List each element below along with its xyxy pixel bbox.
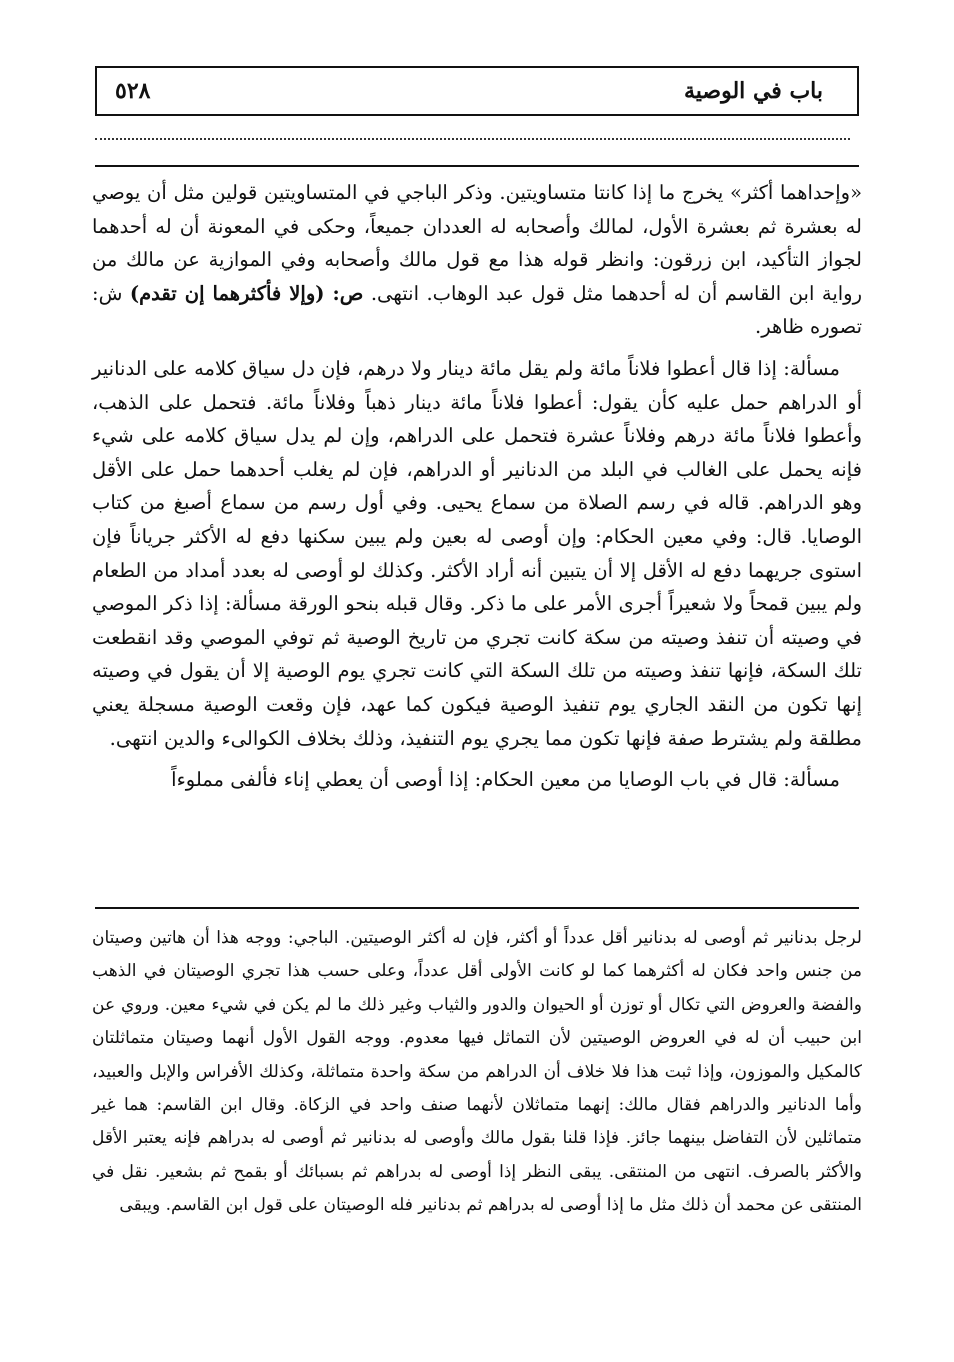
footnote-section [92,922,862,1223]
paragraph-3: مسألة: قال في باب الوصايا من معين الحكام: إذا أوصى أن يعطي إناء فألفى مملوءاً [171,768,840,792]
dotted-divider [95,138,850,140]
paragraph-1 [92,176,862,344]
page-number: ٥٢٨ [115,78,151,104]
chapter-title: باب في الوصية [683,78,823,104]
footnote-separator [95,907,859,909]
running-header [95,66,859,116]
footnote-paragraph: لرجل بدنانير ثم أوصى له بدنانير أقل عدداً أو أكثر، فإن له أكثر الوصيتين. الباجي: ووجه هذا أن هاتين وصيتان من جنس واحد فكان له أكثرهما كما لو كانت الأولى أقل عدداً، وعلى حسب هذا تجري الوصيتان في الذهب والفضة والعروض التي تكال أو توزن أو الحيوان والدور والثياب وغير ذلك ما لم يكن في شيء معين. وروي عن ابن حبيب أن له في العروض الوصيتين لأن التماثل فيها معدوم. ووجه القول الأول أنهما وصيتان متماثلتان كالمكيل والموزون، وإذا ثبت هذا فلا خلاف أن الدراهم من سكة واحدة متماثلة، وكذلك الأفراس والإبل والعبيد، وأما الدنانير والدراهم فقال مالك: إنهما متماثلان لأنهما صنف واحد في الزكاة. وقال ابن القاسم: هما غير متماثلين لأن التفاضل بينهما جائز. فإذا قلنا بقول مالك وأوصى له بدنانير ثم أوصى له بدراهم فإنه يعتبر الأقل والأكثر بالصرف. انتهى من المنتقى. يبقى النظر إذا أوصى له بدراهم ثم بسبائك أو بقمح ثم بشعير. نقل في المنتقى عن محمد أن ذلك مثل ما إذا أوصى له بدراهم ثم بدنانير فله الوصيتان على قول ابن القاسم. ويبقى [92,928,862,1216]
sharh-comment: ش: تصوره ظاهر. [92,281,862,339]
top-rule [95,165,859,167]
main-text [92,176,862,805]
paragraph-2: مسألة: إذا قال أعطوا فلاناً مائة ولم يقل مائة دينار ولا درهم، فإن دل سياق كلامه على الدنانير أو الدراهم حمل عليه كأن يقول: أعطوا فلاناً مائة دينار ذهباً وفلاناً مائة. فتحمل على الذهب، وأعطوا فلاناً مائة درهم وفلاناً عشرة فتحمل على الدراهم، وإن لم يدل سياق كلامه على شيء فإنه يحمل على الغالب في البلد من الدنانير أو الدراهم، فإن لم يغلب أحدهما حمل على الأقل وهو الدراهم. قاله في رسم الصلاة من سماع يحيى. وفي أول رسم من سماع أصبغ من كتاب الوصايا. قال: وفي معين الحكام: وإن أوصى له بعين ولم يبين سكنها دفع له الأكثر جرياناً فإن استوى جريهما دفع له الأقل إلا أن يتبين أنه أراد الأكثر. وكذلك لو أوصى له بعدد أمداد من الطعام ولم يبين قمحاً ولا شعيراً أجرى الأمر على ما ذكر. وقال قبله بنحو الورقة مسألة: إذا ذكر الموصي في وصيته أن تنفذ وصيته من سكة كانت تجري من تاريخ الوصية ثم توفي الموصي وقد انقطعت تلك السكة، فإنها تنفذ وصيته من تلك السكة التي كانت تجري يوم الوصية إلا أن يقول في وصيته إنها تكون من النقد الجاري يوم تنفيذ الوصية فيكون كما عهد، فإن وقعت الوصية مسجلة يعني مطلقة ولم يشترط صفة فإنها تكون مما يجري يوم التنفيذ، وذلك بخلاف الكوالىء والدين انتهى. [92,356,862,750]
paragraph-1-body: «وإحداهما أكثر» يخرج ما إذا كانتا متساويتين. وذكر الباجي في المتساويتين قولين مثل أن يوصي له بعشرة ثم بعشرة الأول، لمالك وأصحابه له العددان جميعاً، وحكى في المعونة أن له أحدهما لجواز التأكيد، ابن زرقون: وانظر قوله هذا مع قول مالك وأصحابه وفي الموازية عن مالك من رواية ابن القاسم أن له أحدهما مثل قول عبد الوهاب. انتهى. [92,181,862,305]
matn-quote: ص: (وإلا فأكثرهما إن تقدم) [129,281,364,305]
